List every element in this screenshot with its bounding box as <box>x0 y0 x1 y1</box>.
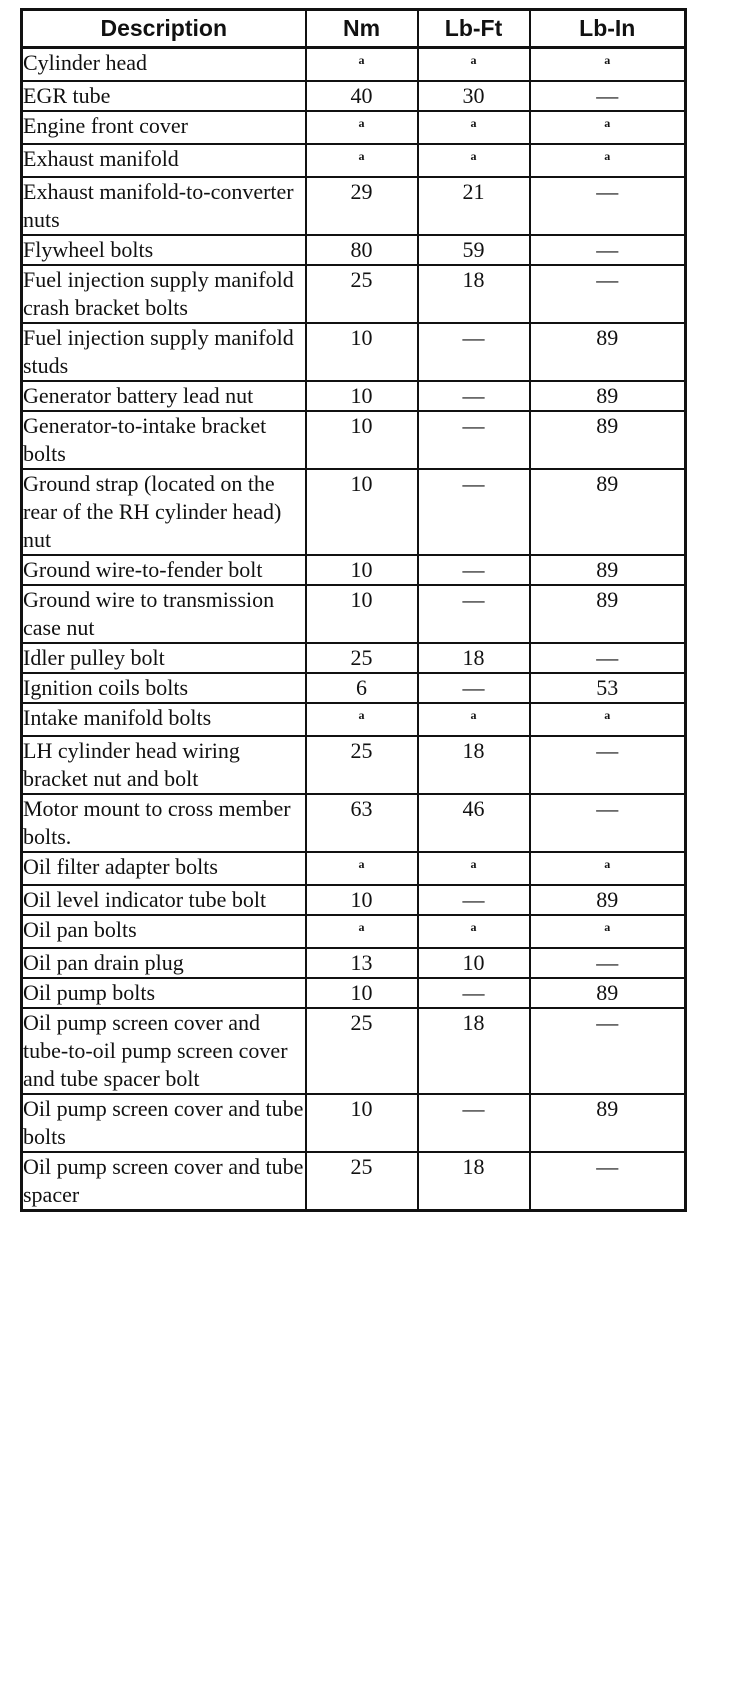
footnote-marker: a <box>358 920 365 934</box>
cell-lbft: — <box>418 381 530 411</box>
cell-nm: 10 <box>306 411 418 469</box>
torque-spec-table <box>20 8 687 1212</box>
cell-lbft: 18 <box>418 643 530 673</box>
footnote-marker: a <box>358 708 365 722</box>
cell-lbin: 89 <box>530 978 686 1008</box>
cell-nm: 10 <box>306 323 418 381</box>
table-row <box>22 948 686 978</box>
cell-lbft: 59 <box>418 235 530 265</box>
cell-nm: 13 <box>306 948 418 978</box>
table-row <box>22 978 686 1008</box>
footnote-marker: a <box>358 116 365 130</box>
cell-lbin <box>530 144 686 177</box>
table-row <box>22 673 686 703</box>
cell-lbin: — <box>530 643 686 673</box>
cell-desc: Cylinder head <box>22 48 306 82</box>
table-row <box>22 381 686 411</box>
cell-nm: 10 <box>306 1094 418 1152</box>
cell-lbin: — <box>530 1152 686 1211</box>
cell-desc: Intake manifold bolts <box>22 703 306 736</box>
cell-lbft: — <box>418 323 530 381</box>
cell-lbft: — <box>418 469 530 555</box>
cell-lbin <box>530 703 686 736</box>
cell-lbft <box>418 852 530 885</box>
cell-lbft: 18 <box>418 1008 530 1094</box>
table-row <box>22 1152 686 1211</box>
footnote-marker: a <box>604 53 611 67</box>
cell-lbin: — <box>530 794 686 852</box>
cell-desc: Idler pulley bolt <box>22 643 306 673</box>
table-row <box>22 1094 686 1152</box>
cell-nm <box>306 111 418 144</box>
cell-lbin: 89 <box>530 469 686 555</box>
cell-desc: Ignition coils bolts <box>22 673 306 703</box>
cell-lbin: — <box>530 177 686 235</box>
cell-desc: Oil pump screen cover and tube bolts <box>22 1094 306 1152</box>
footnote-marker: a <box>470 149 477 163</box>
footnote-marker: a <box>470 708 477 722</box>
cell-lbin <box>530 111 686 144</box>
cell-desc: Ground wire-to-fender bolt <box>22 555 306 585</box>
cell-lbft: — <box>418 673 530 703</box>
footnote-marker: a <box>604 708 611 722</box>
footnote-marker: a <box>604 149 611 163</box>
footnote-marker: a <box>604 857 611 871</box>
cell-nm <box>306 915 418 948</box>
cell-lbft: 18 <box>418 265 530 323</box>
cell-desc: Engine front cover <box>22 111 306 144</box>
cell-lbin <box>530 852 686 885</box>
footnote-marker: a <box>358 857 365 871</box>
cell-desc: Oil filter adapter bolts <box>22 852 306 885</box>
cell-lbin <box>530 48 686 82</box>
cell-nm: 10 <box>306 469 418 555</box>
cell-nm: 25 <box>306 1152 418 1211</box>
cell-lbft: — <box>418 585 530 643</box>
cell-lbin: 89 <box>530 885 686 915</box>
cell-nm: 25 <box>306 643 418 673</box>
cell-desc: Generator battery lead nut <box>22 381 306 411</box>
header-row <box>22 10 686 48</box>
cell-lbft: — <box>418 555 530 585</box>
cell-nm: 80 <box>306 235 418 265</box>
cell-lbft: — <box>418 978 530 1008</box>
table-row <box>22 111 686 144</box>
table-row <box>22 323 686 381</box>
cell-desc: EGR tube <box>22 81 306 111</box>
cell-lbft <box>418 111 530 144</box>
cell-lbin: 53 <box>530 673 686 703</box>
cell-nm: 10 <box>306 978 418 1008</box>
cell-lbft: 18 <box>418 736 530 794</box>
table-row <box>22 411 686 469</box>
header-description: Description <box>22 10 306 48</box>
table-row <box>22 643 686 673</box>
cell-nm: 10 <box>306 555 418 585</box>
cell-nm <box>306 144 418 177</box>
cell-lbin: — <box>530 81 686 111</box>
cell-nm: 63 <box>306 794 418 852</box>
table-row <box>22 144 686 177</box>
table-row <box>22 265 686 323</box>
header-nm: Nm <box>306 10 418 48</box>
table-row <box>22 852 686 885</box>
cell-lbin: — <box>530 736 686 794</box>
cell-desc: Exhaust manifold-to-converter nuts <box>22 177 306 235</box>
cell-desc: Fuel injection supply manifold crash bracket bolts <box>22 265 306 323</box>
cell-lbin <box>530 915 686 948</box>
cell-desc: Generator-to-intake bracket bolts <box>22 411 306 469</box>
cell-lbft: 46 <box>418 794 530 852</box>
cell-nm: 40 <box>306 81 418 111</box>
table-row <box>22 794 686 852</box>
table-row <box>22 48 686 82</box>
cell-lbin: 89 <box>530 585 686 643</box>
cell-nm <box>306 852 418 885</box>
cell-nm: 10 <box>306 381 418 411</box>
footnote-marker: a <box>470 857 477 871</box>
table-row <box>22 469 686 555</box>
footnote-marker: a <box>470 920 477 934</box>
table-header <box>22 10 686 48</box>
table-row <box>22 555 686 585</box>
table-row <box>22 703 686 736</box>
table-row <box>22 235 686 265</box>
cell-lbin: — <box>530 265 686 323</box>
cell-desc: Oil pan drain plug <box>22 948 306 978</box>
cell-desc: Exhaust manifold <box>22 144 306 177</box>
cell-nm <box>306 703 418 736</box>
table-body <box>22 48 686 1211</box>
cell-desc: Flywheel bolts <box>22 235 306 265</box>
cell-desc: Ground wire to transmission case nut <box>22 585 306 643</box>
cell-lbft <box>418 144 530 177</box>
footnote-marker: a <box>604 920 611 934</box>
footnote-marker: a <box>470 53 477 67</box>
cell-nm: 25 <box>306 1008 418 1094</box>
cell-desc: Oil pump screen cover and tube-to-oil pump screen cover and tube spacer bolt <box>22 1008 306 1094</box>
cell-lbft: 30 <box>418 81 530 111</box>
cell-nm: 25 <box>306 265 418 323</box>
cell-lbin: — <box>530 1008 686 1094</box>
footnote-marker: a <box>470 116 477 130</box>
table-row <box>22 915 686 948</box>
footnote-marker: a <box>604 116 611 130</box>
footnote-marker: a <box>358 53 365 67</box>
footnote-marker: a <box>358 149 365 163</box>
cell-desc: LH cylinder head wiring bracket nut and bolt <box>22 736 306 794</box>
table-row <box>22 885 686 915</box>
cell-nm: 10 <box>306 585 418 643</box>
cell-nm: 25 <box>306 736 418 794</box>
cell-lbft: — <box>418 1094 530 1152</box>
cell-nm: 6 <box>306 673 418 703</box>
cell-lbin: 89 <box>530 411 686 469</box>
header-lbft: Lb-Ft <box>418 10 530 48</box>
table-row <box>22 1008 686 1094</box>
cell-lbft: 10 <box>418 948 530 978</box>
cell-desc: Oil pan bolts <box>22 915 306 948</box>
cell-lbin: 89 <box>530 323 686 381</box>
table-row <box>22 736 686 794</box>
cell-lbft <box>418 915 530 948</box>
cell-lbin: 89 <box>530 555 686 585</box>
cell-lbft: — <box>418 411 530 469</box>
cell-nm: 29 <box>306 177 418 235</box>
cell-lbin: 89 <box>530 1094 686 1152</box>
cell-lbin: — <box>530 948 686 978</box>
cell-nm <box>306 48 418 82</box>
cell-lbft <box>418 703 530 736</box>
cell-lbin: — <box>530 235 686 265</box>
table-row <box>22 585 686 643</box>
cell-desc: Ground strap (located on the rear of the RH cylinder head) nut <box>22 469 306 555</box>
cell-nm: 10 <box>306 885 418 915</box>
cell-lbft: 18 <box>418 1152 530 1211</box>
cell-desc: Fuel injection supply manifold studs <box>22 323 306 381</box>
cell-desc: Oil pump screen cover and tube spacer <box>22 1152 306 1211</box>
cell-desc: Oil level indicator tube bolt <box>22 885 306 915</box>
table-row <box>22 177 686 235</box>
cell-lbft: 21 <box>418 177 530 235</box>
header-lbin: Lb-In <box>530 10 686 48</box>
table-row <box>22 81 686 111</box>
cell-lbft: — <box>418 885 530 915</box>
cell-desc: Motor mount to cross member bolts. <box>22 794 306 852</box>
cell-lbft <box>418 48 530 82</box>
cell-lbin: 89 <box>530 381 686 411</box>
cell-desc: Oil pump bolts <box>22 978 306 1008</box>
